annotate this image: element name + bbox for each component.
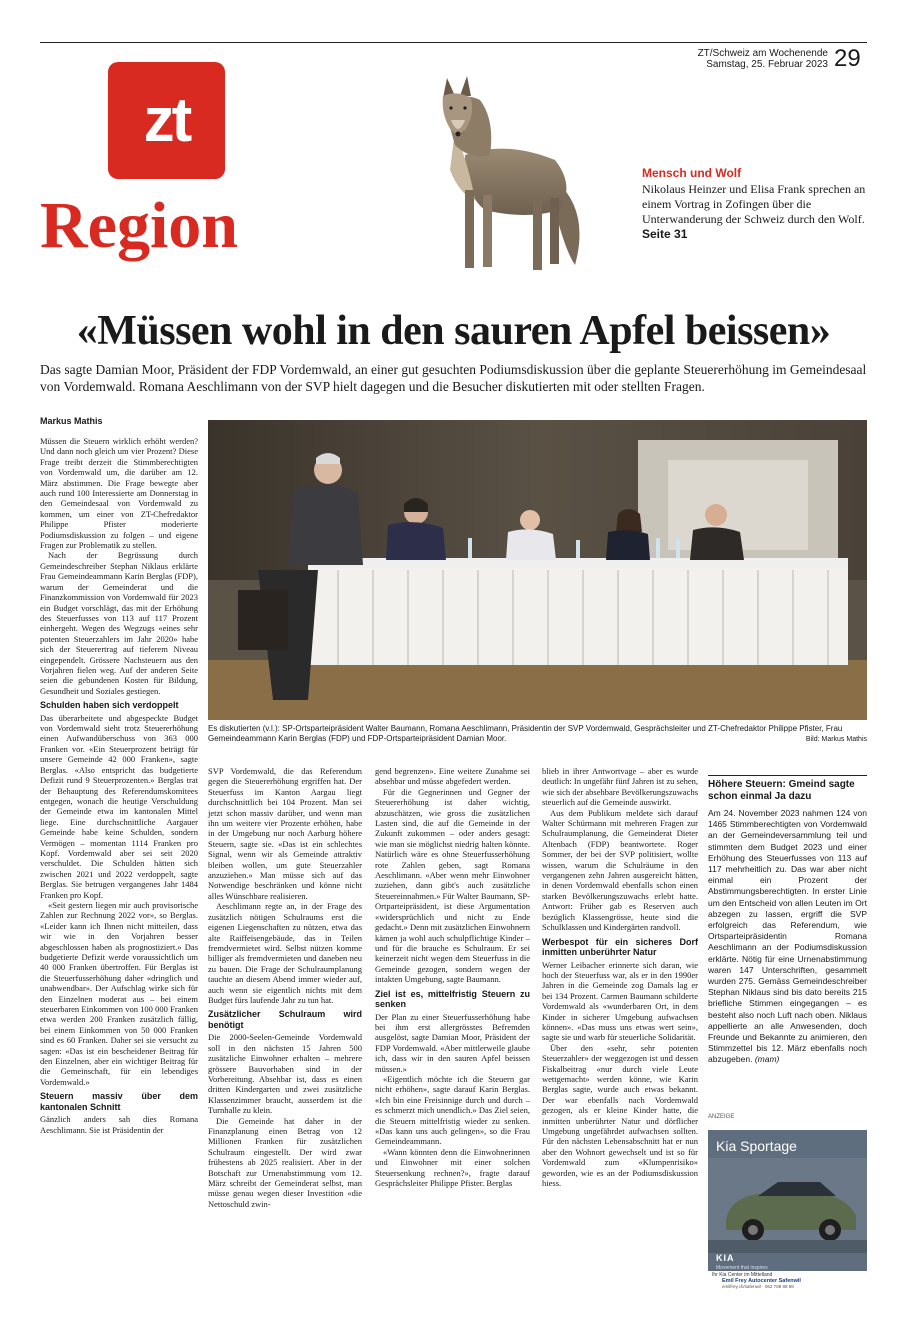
teaser-body: Nikolaus Heinzer und Elisa Frank sprechen an einem Vortrag in Zofingen über die Unterwanderung der Schweiz durch den Wolf.	[642, 182, 866, 226]
article-column-2	[208, 766, 362, 1209]
paragraph: «Wann könnten denn die Einwohnerinnen und Einwohner mit einer solchen Steuersenkung rechnen?», fragte darauf Gesprächsleiter Philippe Pfister. Berglas	[375, 1146, 530, 1189]
paragraph: Nach der Begrüssung durch Gemeindeschreiber Stephan Niklaus erklärte Frau Gemeindeammann Karin Berglas (FDP), warum der Gemeinderat und die Finanzkommission von Vordemwald für 2023 ein Budget vorschlägt, das mit der Erhöhung des Steuerfusses von 113 auf 117 Prozent einhergeht. Wegen des Wegzugs «eines sehr potenten Steuerzahlers im Jahr 2020» habe sich der Steuerertrag auf tieferem Niveau eingependelt. Grössere Nachsteuern aus den Vorjahren fielen weg. Auf der anderen Seite seien die gebundenen Kosten für Bildung, Gesundheit und Soziales gestiegen.	[40, 550, 198, 696]
paragraph: blieb in ihrer Antwortvage – aber es wurde deutlich: In ungefähr fünf Jahren ist zu sehen, wie sich der absehbare Bevölkerungszuwachs steuerlich auf die Gemeinde auswirkt.	[542, 766, 698, 808]
sidebar-text	[708, 808, 867, 1066]
publication-date: Samstag, 25. Februar 2023	[706, 59, 828, 70]
article-column-3	[375, 766, 530, 1188]
kia-logo: KIA	[716, 1253, 735, 1263]
page-number: 29	[834, 45, 861, 72]
paragraph: gend begrenzen». Eine weitere Zunahme sei absehbar und müsse abgefedert werden.	[375, 766, 530, 787]
subheading: Steuern massiv über dem kantonalen Schnitt	[40, 1091, 198, 1112]
paragraph: Die 2000-Seelen-Gemeinde Vordemwald soll in den nächsten 15 Jahren 500 zusätzliche Einwohner erhalten – mehrere grössere Bauvorhaben sind in der Vorbereitung. Absehbar ist, dass es einen dritten Kindergarten und zwei zusätzliche Klassenzimmer braucht, ausserdem ist die Turnhalle zu klein.	[208, 1032, 362, 1116]
ad-tagline: Movement that inspires	[716, 1265, 768, 1271]
kia-advertisement[interactable]	[708, 1130, 867, 1290]
paragraph: Aus dem Publikum meldete sich darauf Walter Schürmann mit mehreren Fragen zur Schulraumplanung, die Gemeinderat Dieter Altenbach (FDP) beantwortete. Roger Sommer, der bei der SVP politisiert, wollte wissen, warum die Schulräume in den vergangenen zehn Jahren ausgereicht hätten, in denen Vordemwald ebenfalls schon einen starken Bevölkerungszuwachs erlebt hatte. Antwort: Früher gab es Reserven auch bezüglich Klassengrösse, heute sind die Schulklassen und Kindergärten randvoll.	[542, 807, 698, 933]
dealer-name: Emil Frey Autocenter Safenwil	[722, 1278, 801, 1284]
paragraph: «Seit gestern liegen mir auch provisorische Zahlen zur Rechnung 2022 vor», so Berglas. «Leider kann ich Ihnen nicht mitteilen, dass wir wie in den Vorjahren besser abgeschlossen haben als prognostiziert.» Das budgetierte Defizit werde voraussichtlich um 40 000 Franken übertroffen. Für Berglas ist die Steuerfusserhöhung daher «dringlich und unabwendbar». Der Aufschlag wirke sich für den Einzelnen moderat aus – bei einem steuerbaren Einkommen von 100 000 Franken etwa werden 200 Franken zusätzlich fällig, bei einem Einkommen von 50 000 Franken sind es 60 Franken. Daher sei sie versucht zu sagen: «Das ist ein bescheidener Beitrag für den Einzelnen, aber ein wichtiger Beitrag für die Gemeinschaft, für ein lebendiges Vordemwald.»	[40, 899, 198, 1087]
sidebar-signature: (mam)	[754, 1054, 780, 1065]
dealer-strip	[708, 1271, 867, 1290]
car-image	[708, 1158, 867, 1253]
paragraph: Für die Gegnerinnen und Gegner der Steuererhöhung ist daher wichtig, abzuschätzen, wie gross die zusätzlichen Lasten sind, die auf die Gemeinde in der Zukunft zukommen – oder anders gesagt: wie man sie möglichst niedrig halten könnte. Natürlich wäre es ohne Steuerfusserhöhung rote Zahlen geben, sagt Romana Aeschlimann. «Aber wenn mehr Einwohner zuziehen, dann gibt's auch zusätzliche Steuereinnahmen.» Für Walter Baumann, SP-Ortparteipräsident, ist diese Argumentation «widersprüchlich und nicht zu Ende gedacht.» Denn mit zusätzlichen Einwohnern kämen ja wohl auch schulpflichtige Kinder – und für die brauche es Schulraum. Er sei keinerzeit nicht wegen dem Steuerfuss in die Gemeinde gezogen, sondern wegen der intakten Umgebung, sagte Baumann.	[375, 786, 530, 985]
publication-info	[650, 48, 828, 70]
sidebar-body: Am 24. November 2023 nahmen 124 von 1465 Stimmberechtigten von Vordemwald an der Gemeindeversammlung teil und stimmten dem Budget 2023 und einer Erhöhung des Steuerfusses von 113 auf 117 mehrheitlich zu. Das war aber nicht einmal ein Prozent der Abstimmungsberechtigten. In erster Linie um den Entscheid von allen Leuten im Ort abzegen zu lassen, ergriff die SVP erfolgreich das Referendum, wie Ortsparteipräsidentin Romana Aeschlimann an der Podiumsdiskussion erklärte. Nötig für eine Urnenabstimmung waren 147 Unterschriften, gesammelt wurden 275. Gemäss Gemeindeschreiber Stephan Niklaus sind bis dato bereits 215 briefliche Stimmen eingegangen – es besteht also noch Luft nach oben. Niklaus appellierte an alle Anwesenden, doch Freunde und Bekannte zu animieren, den Stimmzettel bis 12. März ebenfalls noch abzugeben.	[708, 808, 867, 1065]
dealer-contact: emilfrey.ch/safenwil · 062 788 88 88	[722, 1284, 794, 1289]
article-author: Markus Mathis	[40, 416, 103, 426]
paragraph: Aeschlimann regte an, in der Frage des zusätzlich nötigen Schulraums erst die eigenen Liegenschaften zu nützen, etwa das alte Raiffeisengebäude, das in Teilen fremdvermietet wird. Selbst nützen komme billiger als fremdvermieten und daneben neu zu bauen. Die Frage der Schulraumplanung tauchte an diesem Abend immer wieder auf, auch wenn sie eigentlich nichts mit dem Budget fürs laufende Jahr zu tun hat.	[208, 901, 362, 1005]
subheading: Ziel ist es, mittelfristig Steuern zu senken	[375, 988, 530, 1010]
teaser-page-ref[interactable]: Seite 31	[642, 227, 688, 241]
subheading: Zusätzlicher Schulraum wird benötigt	[208, 1009, 362, 1030]
teaser-text	[642, 182, 867, 242]
dealer-line: Ihr Kia Center im Mittelland	[712, 1272, 773, 1278]
paragraph: Das überarbeitete und abgespeckte Budget von Vordemwald sieht trotz Steuererhöhung einen Aufwandüberschuss von 363 000 Franken vor. «Ein Steuerprozent beträgt für unsere Gemeinde 42 000 Franken», sagte Berglas. «Also entspricht das budgetierte Defizit rund 9 Steuerprozenten.» Berglas trat der Behauptung des Referendumskomitees entgegen, wonach die heutige Verschuldung der Gemeinde etwa im kantonalen Mittel liege. Eine durchschnittliche Aargauer Gemeinde habe keine Schulden, sondern Vermögen – momentan 1114 Franken pro Kopf. Vordemwald aber sei seit 2020 verschuldet. Die Schulden hätten sich zwischen 2021 und 2022 verdoppelt, sagte Berglas. Sie betrugen vergangenes Jahr 1484 Franken pro Kopf.	[40, 712, 198, 900]
sidebar-rule	[708, 775, 867, 776]
paragraph: Müssen die Steuern wirklich erhöht werden? Und dann noch gleich um vier Prozent? Diese Frage treibt derzeit die Stimmberechtigten von Vordemwald um, die darüber am 12. März abstimmen. Die Frage bewegte aber auch rund 100 Interessierte am Donnerstag in den Gemeindesaal von Vordemwald zu kommen, um einer von ZT-Chefredaktor Philippe Pfister moderierte Podiumsdiskussion zu folgen – und eigene Fragen zur Problematik zu stellen.	[40, 436, 198, 551]
paragraph: Werner Leibacher erinnerte sich daran, wie hoch der Steuerfuss war, als er in den 1990er Jahren in die Gemeinde zog Damals lag er bei 134 Prozent. Carmen Baumann schilderte Vordemwald als «wunderbaren Ort, in dem Kinder in sicherer Umgebung aufwachsen können». «Das muss uns etwas wert sein», sagte sie und warb für steuerliche Solidarität.	[542, 959, 698, 1043]
wolf-illustration	[405, 60, 610, 278]
zt-logo: zt	[108, 62, 225, 179]
photo-credit: Bild: Markus Mathis	[805, 736, 867, 743]
article-headline: «Müssen wohl in den sauren Apfel beissen»	[76, 308, 831, 354]
photo-caption: Es diskutierten (v.l.): SP-Ortsparteipräsident Walter Baumann, Romana Aeschlimann, Präsidentin der SVP Vordemwald, Gesprächsleiter und ZT-Chefredaktor Philippe Pfister, Frau Gemeindeammann Karin Berglas (FDP) und FDP-Ortsparteipräsident Damian Moor.	[208, 724, 843, 743]
ad-label: ANZEIGE	[708, 1114, 735, 1120]
paragraph: Über den «sehr, sehr potenten Steuerzahler» der weggezogen ist und dessen Fiskalbeitrag «nur durch viele Leute wettgemacht» werden könne, wie Karin Berglas sagte, wurde auch etwas bekannt. Der war ebenfalls nach Vordemwald gezogen, als er kleine Kinder hatte, die inmitten unberührter Natur und dörflicher Umgebung ungefährdet aufwachsen sollten. Für den nächsten Lebensabschnitt hat er nun aber den Wohnort gewechselt und ist so für Vordemwald zum «Klumpenrisiko» geworden, wie es an der Podiumsdiskussion hiess.	[542, 1042, 698, 1189]
publication-name: ZT/Schweiz am Wochenende	[697, 48, 828, 59]
subheading: Schulden haben sich verdoppelt	[40, 700, 179, 711]
subheading: Werbespot für ein sicheres Dorf inmitten unberührter Natur	[542, 936, 698, 957]
article-column-4	[542, 766, 698, 1188]
teaser-kicker: Mensch und Wolf	[642, 166, 742, 180]
paragraph: Die Gemeinde hat daher in der Finanzplanung einen Betrag von 12 Millionen Franken für zusätzlichen Schulraum eingestellt. Der wird zwar frühestens ab 2025 realisiert. Aber in der Botschaft zur Urnenabstimmung vom 12. März schreibt der Gemeinderat selbst, man müsse genau wegen dieser Investition «die Nettoschuld zwin-	[208, 1115, 362, 1209]
section-title: Region	[40, 189, 238, 262]
article-column-1	[40, 436, 198, 1135]
paragraph: «Eigentlich möchte ich die Steuern gar nicht erhöhen», sagte darauf Karin Berglas. «Ich bin eine Freisinnige durch und durch – es schmerzt mich unendlich.» Das Ziel seien, die Steuern mittelfristig wieder zu senken. «Das kann uns auch gelingen», so die Frau Gemeindeammann.	[375, 1073, 530, 1147]
article-lead: Das sagte Damian Moor, Präsident der FDP Vordemwald, an einer gut gesuchten Podiumsdiskussion über die geplante Steuererhöhung im Gemeindesaal von Vordemwald. Romana Aeschlimann von der SVP hielt dagegen und die Besucher diskutierten mit oder stellten Fragen.	[40, 362, 867, 394]
top-rule	[40, 42, 867, 43]
sidebar-title: Höhere Steuern: Gmeind sagte schon einmal Ja dazu	[708, 779, 855, 802]
ad-title: Kia Sportage	[716, 1138, 797, 1154]
paragraph: SVP Vordemwald, die das Referendum gegen die Steuererhöhung ergriffen hat. Der Steuerfuss im Kanton Aargau liegt durchschnittlich bei 104 Prozent. Man sei jetzt schon massiv darüber, und wenn man ihn um weitere vier Prozente erhöhen, habe in der Umgebung nur noch Aarburg höhere Steuern, sagte sie. «Das ist ein schlechtes Signal, wenn wir als Gemeinde attraktiv bleiben wollen, um gute Steuerzahler anzuziehen.» Man müsse sich auf das Notwendige beschränken und könne nicht alles Wünschbare realisieren.	[208, 766, 362, 901]
paragraph: Der Plan zu einer Steuerfusserhöhung habe bei ihm erst allergrösstes Befremden ausgelöst, sagte Damian Moor, Präsident der FDP Vordemwald. «Aber mittlerweile glaube ich, dass wir in den sauren Apfel beissen müssen.»	[375, 1011, 530, 1074]
paragraph: Gänzlich anders sah dies Romana Aeschlimann. Sie ist Präsidentin der	[40, 1114, 198, 1135]
podium-photo	[208, 420, 867, 720]
